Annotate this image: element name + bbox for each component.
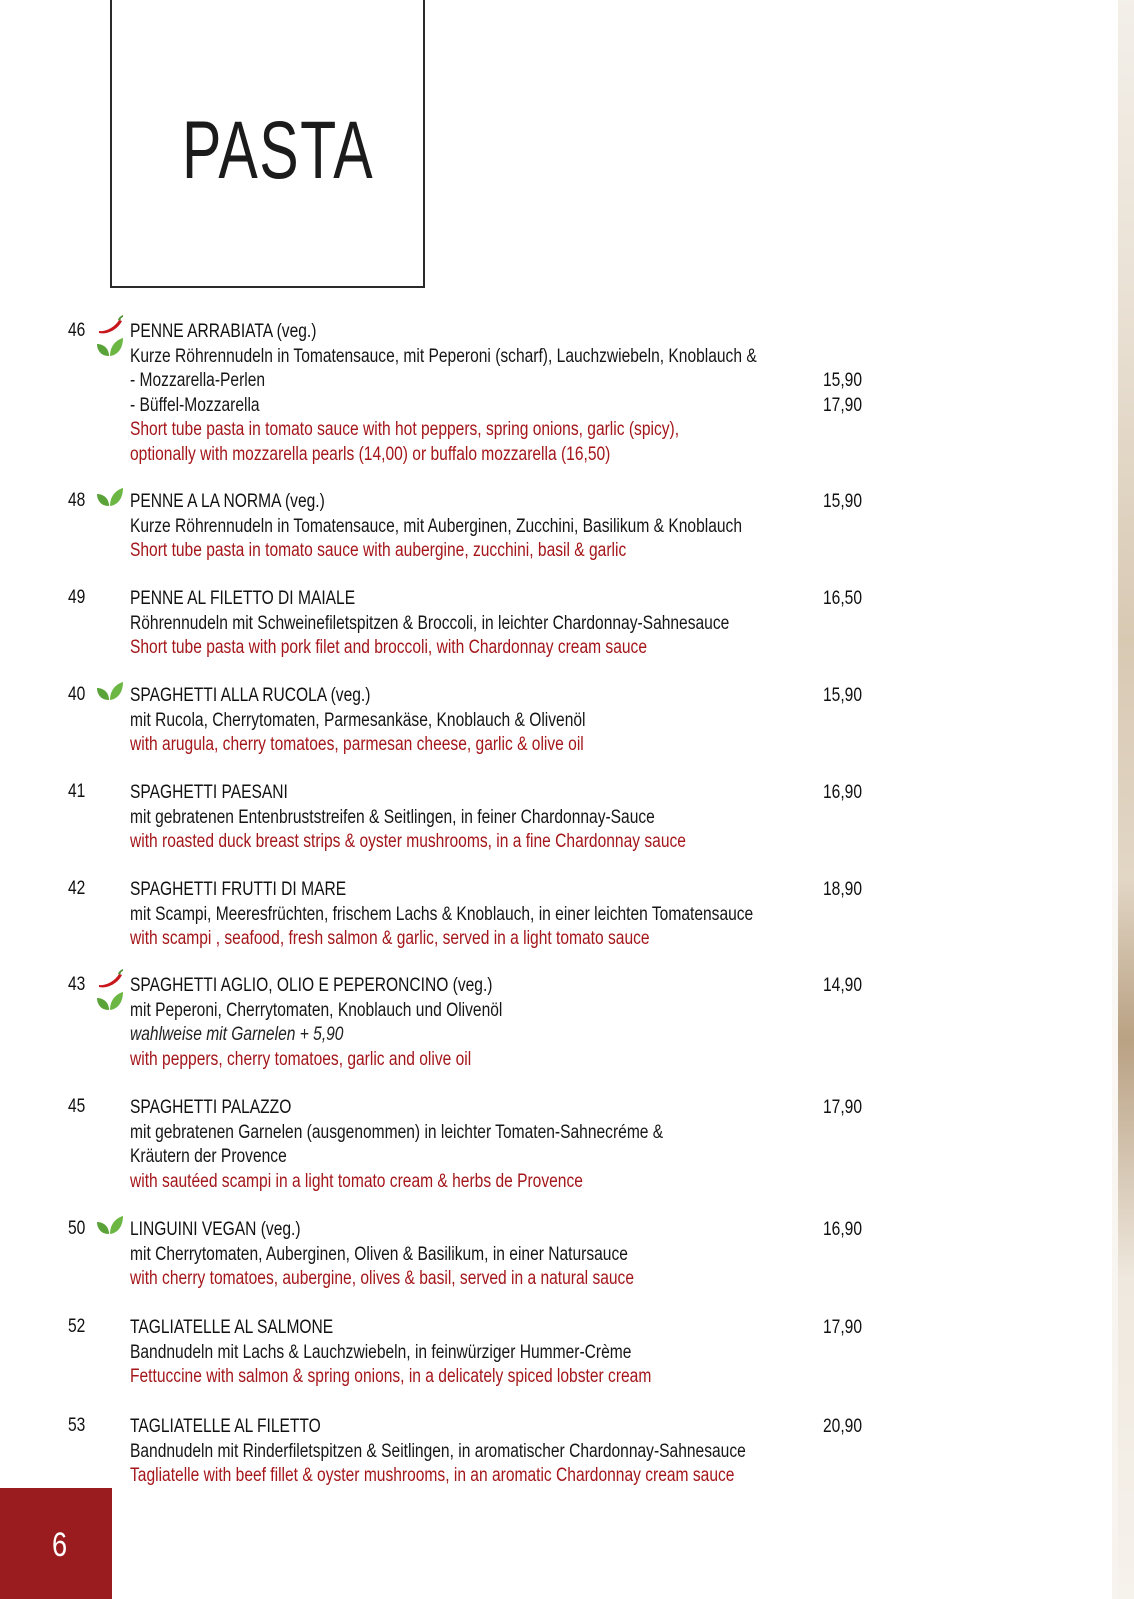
- item-icons: [96, 314, 126, 358]
- item-icons: [96, 486, 126, 508]
- item-number: 41: [68, 781, 86, 802]
- item-price: 16,90: [823, 1219, 862, 1240]
- item-number: 49: [68, 587, 86, 608]
- item-description-en: Tagliatelle with beef fillet & oyster mushrooms, in an aromatic Chardonnay cream sauce: [130, 1465, 735, 1486]
- leaf-icon: [96, 1214, 124, 1236]
- item-description-en: with roasted duck breast strips & oyster mushrooms, in a fine Chardonnay sauce: [130, 831, 686, 852]
- item-name: LINGUINI VEGAN (veg.): [130, 1219, 301, 1240]
- item-number: 42: [68, 878, 86, 899]
- item-icons: [96, 1214, 126, 1236]
- item-description-en: with scampi , seafood, fresh salmon & garlic, served in a light tomato sauce: [130, 928, 650, 949]
- page-number: 6: [52, 1526, 68, 1564]
- leaf-icon: [96, 680, 124, 702]
- item-number: 43: [68, 974, 86, 995]
- item-description-de: Röhrennudeln mit Schweinefiletspitzen & Broccoli, in leichter Chardonnay-Sahnesauce: [130, 612, 730, 634]
- item-description-en: Short tube pasta in tomato sauce with aubergine, zucchini, basil & garlic: [130, 540, 627, 561]
- item-price: 20,90: [823, 1416, 862, 1437]
- item-price: 15,90: [823, 685, 862, 706]
- item-description-en: optionally with mozzarella pearls (14,00) or buffalo mozzarella (16,50): [130, 443, 611, 465]
- item-name: PENNE AL FILETTO DI MAIALE: [130, 588, 356, 609]
- title-box: [110, 0, 425, 288]
- item-price: 17,90: [823, 1097, 862, 1118]
- item-name: SPAGHETTI FRUTTI DI MARE: [130, 879, 347, 900]
- item-description-en: Fettuccine with salmon & spring onions, in a delicately spiced lobster cream: [130, 1366, 652, 1387]
- item-price: 16,50: [823, 588, 862, 609]
- item-price: 17,90: [823, 1317, 862, 1338]
- item-name: TAGLIATELLE AL FILETTO: [130, 1416, 321, 1437]
- item-number: 53: [68, 1415, 86, 1436]
- item-description-en: Short tube pasta in tomato sauce with hot peppers, spring onions, garlic (spicy),: [130, 419, 680, 440]
- item-name: SPAGHETTI ALLA RUCOLA (veg.): [130, 685, 371, 706]
- item-number: 45: [68, 1096, 86, 1117]
- item-name: SPAGHETTI AGLIO, OLIO E PEPERONCINO (veg.): [130, 975, 493, 996]
- item-description-de: mit Rucola, Cherrytomaten, Parmesankäse, Knoblauch & Olivenöl: [130, 709, 586, 731]
- item-note: wahlweise mit Garnelen + 5,90: [130, 1024, 344, 1045]
- page-title: PASTA: [182, 105, 375, 196]
- item-description-de: mit Peperoni, Cherrytomaten, Knoblauch und Olivenöl: [130, 999, 503, 1021]
- item-option-price: 17,90: [823, 394, 862, 416]
- chili-icon: [96, 968, 124, 990]
- item-number: 52: [68, 1316, 86, 1337]
- item-number: 50: [68, 1218, 86, 1239]
- item-name: TAGLIATELLE AL SALMONE: [130, 1317, 334, 1338]
- item-icons: [96, 968, 126, 1012]
- chili-icon: [96, 314, 124, 336]
- item-option: - Büffel-Mozzarella: [130, 394, 260, 416]
- item-description-en: with arugula, cherry tomatoes, parmesan cheese, garlic & olive oil: [130, 734, 584, 755]
- item-price: 18,90: [823, 879, 862, 900]
- item-description-de: mit Cherrytomaten, Auberginen, Oliven & Basilikum, in einer Natursauce: [130, 1243, 628, 1265]
- item-name: PENNE ARRABIATA (veg.): [130, 321, 317, 342]
- item-description-de: mit gebratenen Garnelen (ausgenommen) in leichter Tomaten-Sahnecréme &: [130, 1121, 664, 1143]
- leaf-icon: [96, 336, 124, 358]
- item-description-de: Kurze Röhrennudeln in Tomatensauce, mit Peperoni (scharf), Lauchzwiebeln, Knoblauch &: [130, 345, 757, 367]
- right-edge-photo-strip: [1112, 0, 1134, 1599]
- item-option-price: 15,90: [823, 370, 862, 391]
- item-number: 46: [68, 320, 86, 341]
- item-description-en: with sautéed scampi in a light tomato cream & herbs de Provence: [130, 1170, 583, 1192]
- item-description-de: Bandnudeln mit Rinderfiletspitzen & Seitlingen, in aromatischer Chardonnay-Sahnesauce: [130, 1440, 746, 1462]
- item-icons: [96, 680, 126, 702]
- item-price: 14,90: [823, 975, 862, 996]
- item-description-de: mit Scampi, Meeresfrüchten, frischem Lachs & Knoblauch, in einer leichten Tomatensauce: [130, 903, 754, 925]
- item-price: 15,90: [823, 491, 862, 512]
- item-name: SPAGHETTI PAESANI: [130, 782, 288, 803]
- item-description-de: Kurze Röhrennudeln in Tomatensauce, mit Auberginen, Zucchini, Basilikum & Knoblauch: [130, 515, 743, 537]
- item-number: 48: [68, 490, 86, 511]
- item-description-de: Kräutern der Provence: [130, 1146, 287, 1167]
- item-name: PENNE A LA NORMA (veg.): [130, 491, 325, 512]
- item-description-de: mit gebratenen Entenbruststreifen & Seitlingen, in feiner Chardonnay-Sauce: [130, 806, 655, 828]
- item-price: 16,90: [823, 782, 862, 803]
- item-name: SPAGHETTI PALAZZO: [130, 1097, 292, 1118]
- item-description-de: Bandnudeln mit Lachs & Lauchzwiebeln, in feinwürziger Hummer-Crème: [130, 1341, 632, 1363]
- item-description-en: Short tube pasta with pork filet and broccoli, with Chardonnay cream sauce: [130, 637, 648, 658]
- leaf-icon: [96, 486, 124, 508]
- item-option: - Mozzarella-Perlen: [130, 370, 266, 391]
- item-description-en: with cherry tomatoes, aubergine, olives & basil, served in a natural sauce: [130, 1268, 635, 1289]
- leaf-icon: [96, 990, 124, 1012]
- item-description-en: with peppers, cherry tomatoes, garlic and olive oil: [130, 1048, 472, 1070]
- item-number: 40: [68, 684, 86, 705]
